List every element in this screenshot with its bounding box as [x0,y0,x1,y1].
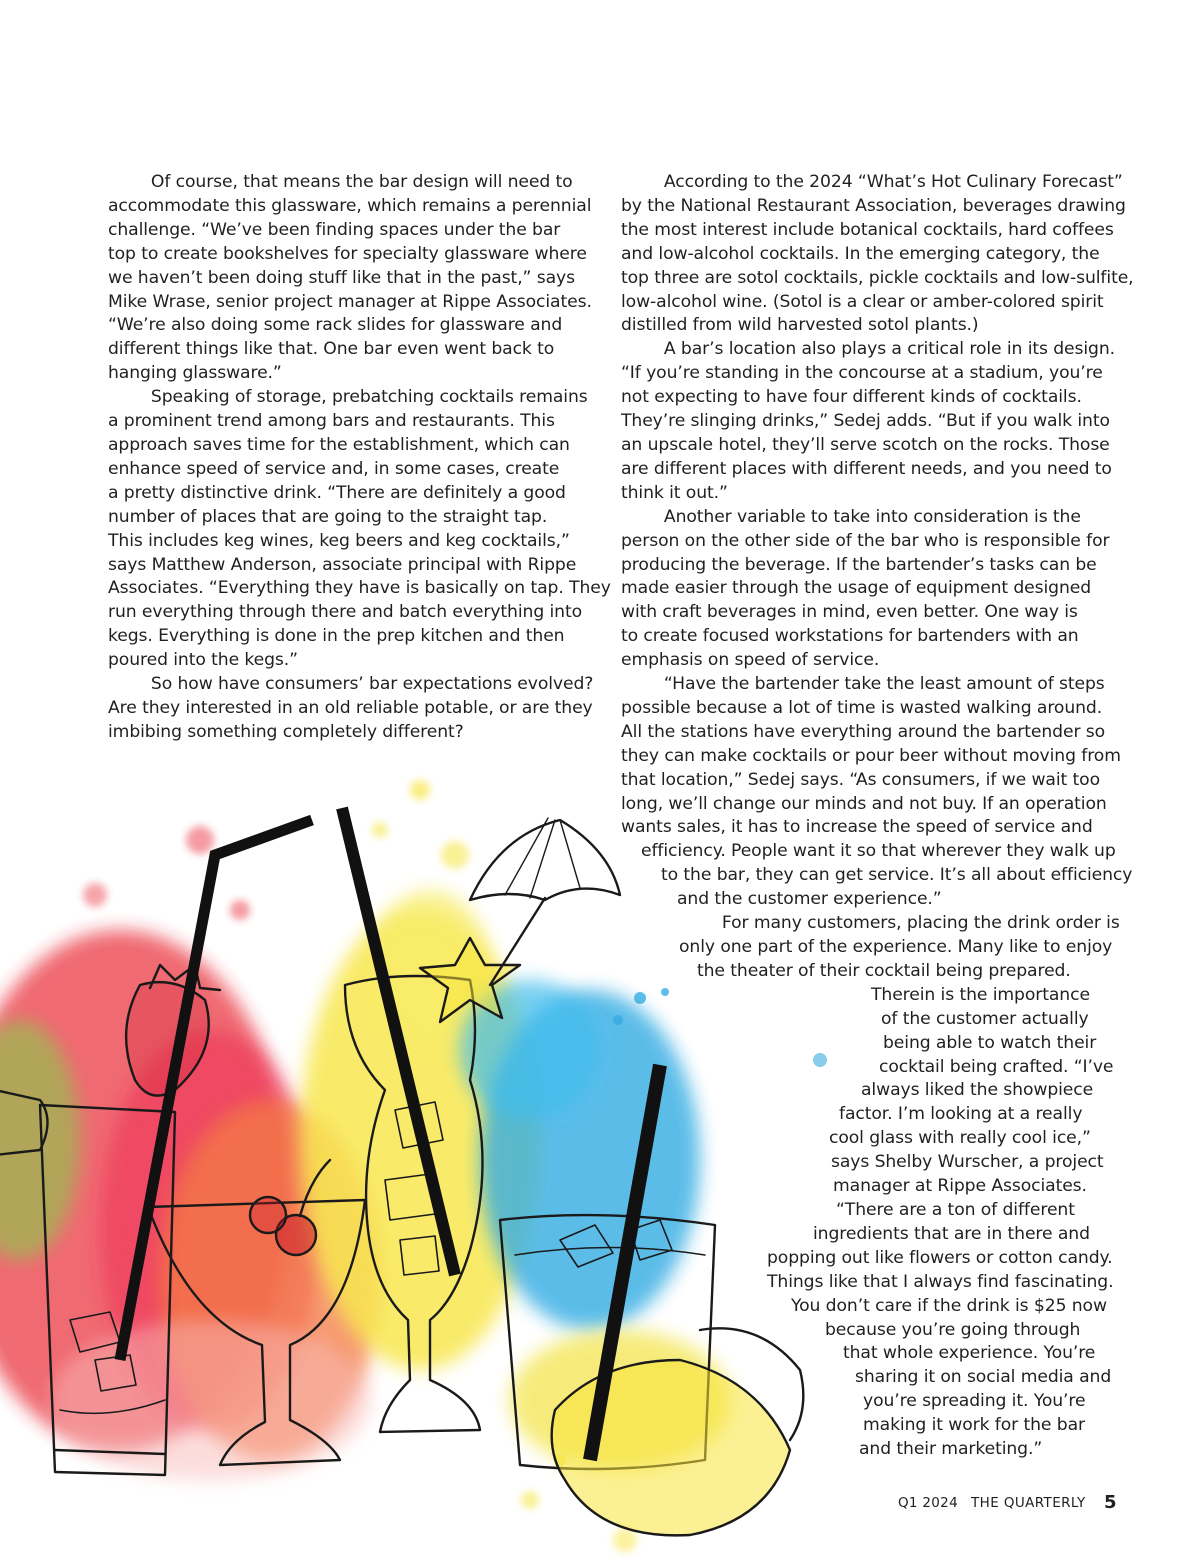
article-line: approach saves time for the establishment, which can [108,434,570,455]
article-line: distilled from wild harvested sotol plants.) [621,315,979,336]
article-line: wants sales, it has to increase the speed of service and [621,817,1093,838]
article-line: by the National Restaurant Association, beverages drawing [621,195,1126,216]
article-line: with craft beverages in mind, even better. One way is [621,602,1078,623]
article-line: an upscale hotel, they’ll serve scotch on the rocks. Those [621,434,1110,455]
article-line: of the customer actually [881,1008,1089,1029]
article-line: Therein is the importance [871,984,1090,1005]
article-line: Mike Wrase, senior project manager at Rippe Associates. [108,291,592,312]
article-line: kegs. Everything is done in the prep kitchen and then [108,626,565,647]
article-line: and their marketing.” [859,1439,1043,1460]
article-line: person on the other side of the bar who is responsible for [621,530,1110,551]
article-line: factor. I’m looking at a really [839,1104,1083,1125]
article-line: cocktail being crafted. “I’ve [879,1056,1114,1077]
page-footer [898,1492,1118,1514]
article-line: long, we’ll change our minds and not buy. If an operation [621,793,1107,814]
article-line: poured into the kegs.” [108,650,298,671]
article-line: think it out.” [621,482,728,503]
article-line: According to the 2024 “What’s Hot Culinary Forecast” [621,172,1123,192]
article-line: we haven’t been doing stuff like that in the past,” says [108,267,575,288]
article-line: being able to watch their [883,1032,1097,1053]
article-line: made easier through the usage of equipment designed [621,578,1092,599]
article-line: to create focused workstations for bartenders with an [621,626,1079,647]
article-line: This includes keg wines, keg beers and keg cocktails,” [108,530,570,551]
article-line: says Matthew Anderson, associate principal with Rippe [108,554,577,575]
article-line: a pretty distinctive drink. “There are definitely a good [108,482,566,503]
article-line: imbibing something completely different? [108,721,464,742]
article-line: run everything through there and batch everything into [108,602,583,623]
article-line: the theater of their cocktail being prepared. [697,960,1071,981]
article-line: ingredients that are in there and [813,1223,1090,1244]
issue-label: Q1 2024 [898,1495,958,1511]
article-line: “There are a ton of different [836,1199,1075,1220]
article-line: Speaking of storage, prebatching cocktails remains [108,387,588,408]
article-line: producing the beverage. If the bartender’s tasks can be [621,554,1097,575]
article-line: not expecting to have four different kinds of cocktails. [621,387,1082,408]
article-line: the most interest include botanical cocktails, hard coffees [621,219,1114,240]
article-line: that location,” Sedej says. “As consumers, if we wait too [621,769,1100,790]
article-line: For many customers, placing the drink order is [679,913,1120,934]
article-line: “We’re also doing some rack slides for glassware and [108,315,563,336]
article-column-left [108,171,611,745]
article-line: “Have the bartender take the least amount of steps [621,674,1105,695]
article-line: “If you’re standing in the concourse at a stadium, you’re [621,363,1103,384]
article-line: challenge. “We’ve been finding spaces under the bar [108,219,561,240]
article-line: you’re spreading it. You’re [863,1391,1086,1412]
article-line: hanging glassware.” [108,363,282,384]
article-line: Associates. “Everything they have is basically on tap. They [108,578,611,599]
article-line: and low-alcohol cocktails. In the emerging category, the [621,243,1100,264]
cocktail-umbrella [470,820,620,900]
article-line: that whole experience. You’re [843,1343,1096,1364]
article-line: and the customer experience.” [677,889,942,910]
article-line: low-alcohol wine. (Sotol is a clear or amber-colored spirit [621,291,1104,312]
article-line: cool glass with really cool ice,” [829,1128,1091,1149]
article-line: They’re slinging drinks,” Sedej adds. “But if you walk into [621,411,1110,432]
article-line: Another variable to take into consideration is the [621,506,1081,527]
article-line: only one part of the experience. Many like to enjoy [679,937,1113,957]
article-line: manager at Rippe Associates. [833,1176,1087,1197]
article-line: always liked the showpiece [861,1080,1094,1101]
article-line: they can make cocktails or pour beer without moving from [621,745,1121,766]
article-line: All the stations have everything around the bartender so [621,721,1106,742]
article-line: accommodate this glassware, which remains a perennial [108,195,592,216]
article-line: says Shelby Wurscher, a project [831,1152,1104,1173]
article-line: number of places that are going to the straight tap. [108,506,548,527]
article-line: emphasis on speed of service. [621,650,880,671]
article-line: because you’re going through [825,1319,1081,1340]
article-line: A bar’s location also plays a critical role in its design. [621,339,1116,360]
article-line: Things like that I always find fascinating. [767,1271,1114,1292]
article-line: top to create bookshelves for specialty glassware where [108,243,587,264]
article-line: top three are sotol cocktails, pickle cocktails and low-sulfite, [621,267,1134,288]
article-line: sharing it on social media and [855,1367,1112,1388]
article-line: You don’t care if the drink is $25 now [791,1295,1107,1316]
article-line: Of course, that means the bar design will need to [108,172,573,192]
page-number: 5 [1104,1492,1117,1513]
article-line: are different places with different needs, and you need to [621,458,1112,479]
publication-name: THE QUARTERLY [971,1495,1086,1511]
article-column-right [621,171,1134,1462]
article-line: a prominent trend among bars and restaurants. This [108,411,555,432]
article-line: So how have consumers’ bar expectations evolved? [108,674,594,695]
article-line: popping out like flowers or cotton candy. [767,1247,1113,1268]
article-line: to the bar, they can get service. It’s all about efficiency [661,865,1133,886]
article-line: enhance speed of service and, in some cases, create [108,458,560,479]
article-line: making it work for the bar [863,1415,1085,1436]
article-line: efficiency. People want it so that wherever they walk up [641,841,1116,862]
article-line: Are they interested in an old reliable potable, or are they [108,697,593,718]
article-line: possible because a lot of time is wasted walking around. [621,697,1103,718]
article-line: different things like that. One bar even went back to [108,339,555,360]
